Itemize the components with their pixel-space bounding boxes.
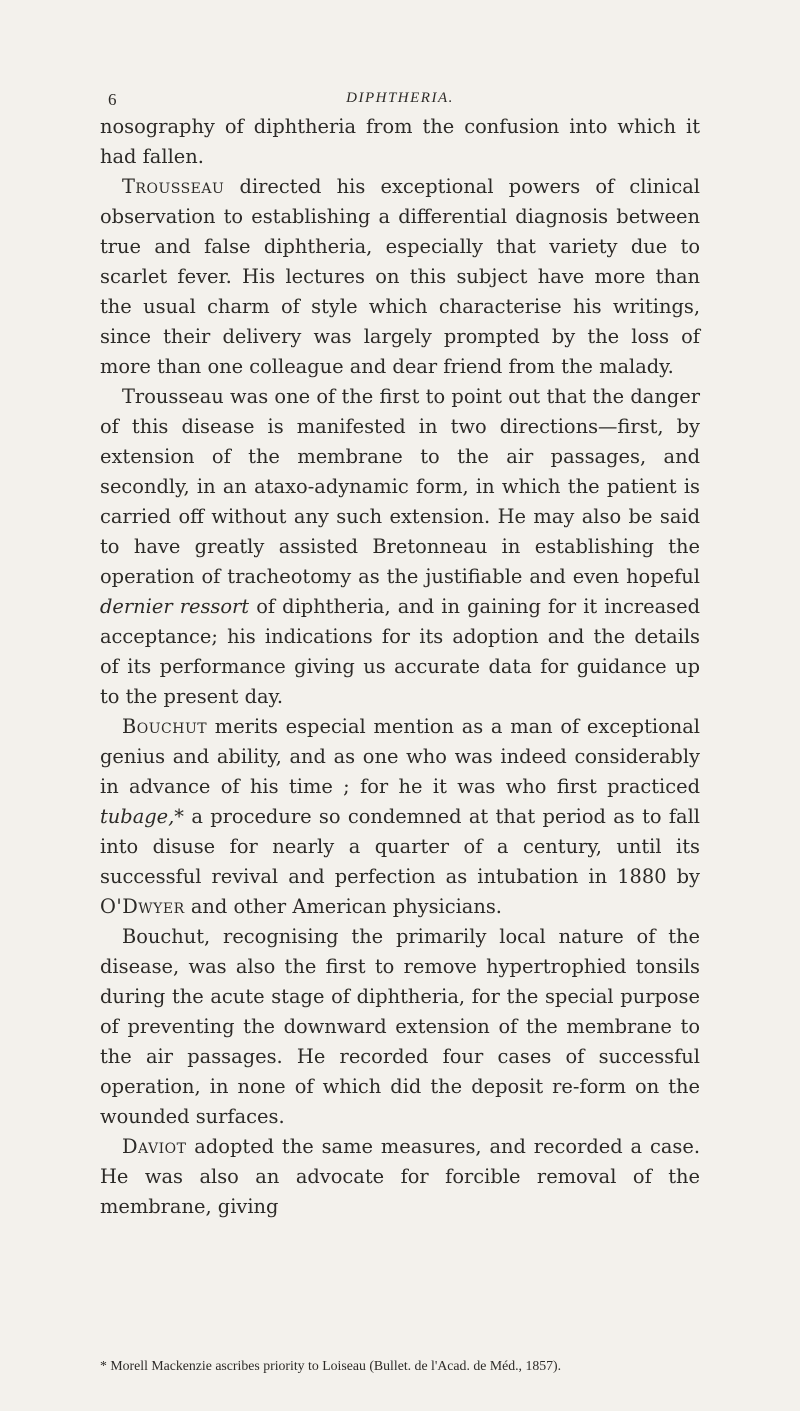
paragraph-1-text: nosography of diphtheria from the confusion into which it had fallen. bbox=[100, 115, 700, 168]
paragraph-6 bbox=[100, 1132, 700, 1222]
paragraph-4-text-2: a procedure so condemned at that period as to fall into disuse for nearly a quarter of a century, until its successful revival and perfection as intubation in 1880 by bbox=[100, 805, 700, 888]
body-text bbox=[100, 112, 700, 1222]
paragraph-1 bbox=[100, 112, 700, 172]
paragraph-3-text-1: Trousseau was one of the first to point out that the danger of this disease is manifested in two directions—first, by extension of the membrane to the air passages, and secondly, in an ataxo-adynamic form, in which the patient is carried off without any such extension. He may also be said to have greatly assisted Bretonneau in establishing the operation of tracheotomy as the justifiable and even hopeful bbox=[100, 385, 700, 588]
italic-tubage: tubage,* bbox=[100, 805, 185, 828]
name-daviot: Daviot bbox=[122, 1135, 187, 1158]
paragraph-6-text: adopted the same measures, and recorded a case. He was also an advocate for forcible removal of the membrane, giving bbox=[100, 1135, 700, 1218]
paragraph-4-text-1: merits especial mention as a man of exceptional genius and ability, and as one who was indeed considerably in advance of his time ; for he it was who first practiced bbox=[100, 715, 700, 798]
name-odwyer: O'Dwyer bbox=[100, 895, 185, 918]
name-bouchut: Bouchut bbox=[122, 715, 208, 738]
page-number: 6 bbox=[108, 90, 117, 109]
footnote: * Morell Mackenzie ascribes priority to Loiseau (Bullet. de l'Acad. de Méd., 1857). bbox=[100, 1358, 562, 1373]
paragraph-5 bbox=[100, 922, 700, 1132]
paragraph-4 bbox=[100, 712, 700, 922]
name-trousseau: Trousseau bbox=[122, 175, 225, 198]
paragraph-3-text-2: of diphtheria, and in gaining for it increased acceptance; his indications for its adoption and the details of its performance giving us accurate data for guidance up to the present day. bbox=[100, 595, 701, 708]
running-title: DIPHTHERIA. bbox=[346, 90, 454, 106]
running-head bbox=[0, 90, 800, 114]
paragraph-2 bbox=[100, 172, 700, 382]
paragraph-4-text-3: and other American physicians. bbox=[184, 895, 502, 918]
paragraph-2-text: directed his exceptional powers of clinical observation to establishing a differential diagnosis between true and false diphtheria, especially that variety due to scarlet fever. His lectures on this subject have more than the usual charm of style which characterise his writings, since their delivery was largely prompted by the loss of more than one colleague and dear friend from the malady. bbox=[100, 175, 700, 378]
paragraph-5-text: Bouchut, recognising the primarily local nature of the disease, was also the first to remove hypertrophied tonsils during the acute stage of diphtheria, for the special purpose of preventing the downward extension of the membrane to the air passages. He recorded four cases of successful operation, in none of which did the deposit re-form on the wounded surfaces. bbox=[100, 925, 700, 1128]
paragraph-3 bbox=[100, 382, 700, 712]
italic-dernier-ressort: dernier ressort bbox=[100, 595, 250, 618]
